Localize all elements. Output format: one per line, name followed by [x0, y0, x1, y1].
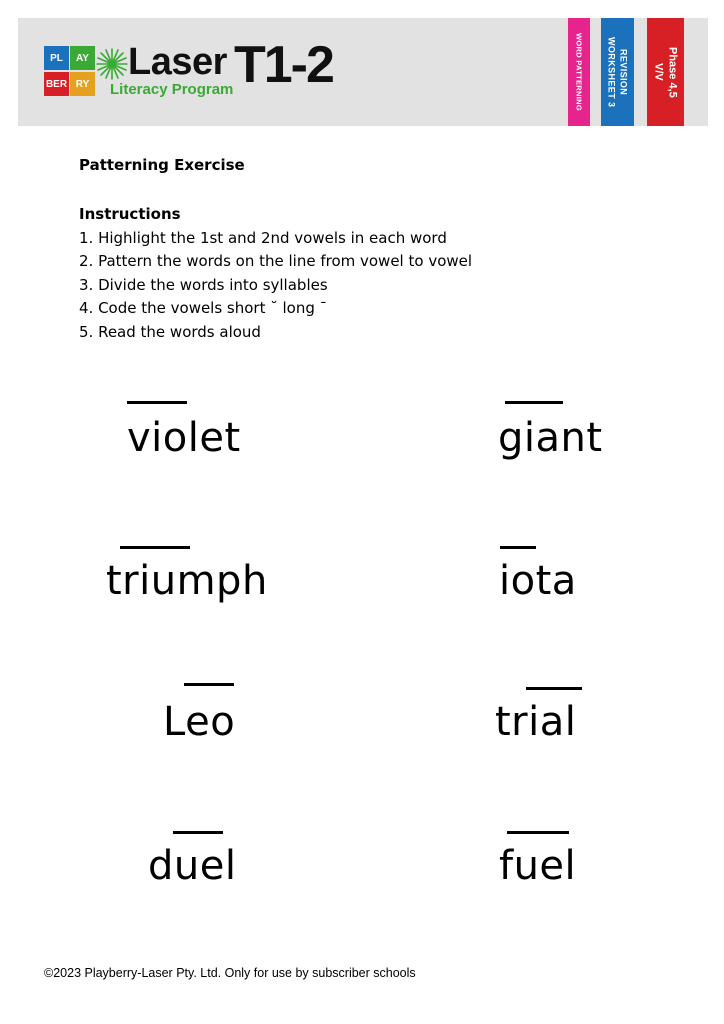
brand-name: Laser	[128, 41, 227, 83]
tag-label: REVISION WORKSHEET 3	[606, 36, 629, 108]
puzzle-piece: PL	[44, 46, 69, 70]
puzzle-piece: AY	[70, 46, 95, 70]
instruction-item: 4. Code the vowels short ˘ long ¯	[79, 299, 328, 317]
worksheet-header	[18, 18, 708, 126]
pattern-line	[127, 401, 187, 404]
laser-logo	[44, 36, 344, 106]
laser-starburst-icon	[96, 48, 128, 80]
instructions	[79, 203, 472, 344]
tag-revision-worksheet	[601, 18, 634, 126]
exercise-title: Patterning Exercise	[79, 156, 245, 174]
pattern-line	[526, 687, 582, 690]
tag-phase	[647, 18, 684, 126]
brand-tagline: Literacy Program	[110, 81, 234, 98]
tag-word-patterning	[568, 18, 590, 126]
puzzle-piece: BER	[44, 72, 69, 96]
word-trial: trial	[495, 699, 577, 745]
word-duel: duel	[148, 843, 237, 889]
pattern-line	[500, 546, 536, 549]
pattern-line	[505, 401, 563, 404]
word-triumph: triumph	[106, 558, 268, 604]
copyright-footer: ©2023 Playberry-Laser Pty. Ltd. Only for use by subscriber schools	[44, 966, 416, 980]
instruction-item: 3. Divide the words into syllables	[79, 275, 328, 294]
word-fuel: fuel	[499, 843, 577, 889]
pattern-line	[184, 683, 234, 686]
instruction-item: 1. Highlight the 1st and 2nd vowels in each word	[79, 228, 447, 247]
brand-level: T1-2	[234, 36, 333, 94]
pattern-line	[507, 831, 569, 834]
tag-label: Phase 4,5 V/V	[652, 46, 679, 98]
instruction-item: 5. Read the words aloud	[79, 322, 261, 341]
pattern-line	[173, 831, 223, 834]
word-leo: Leo	[163, 699, 236, 745]
tag-label: WORD PATTERNING	[574, 33, 584, 111]
word-giant: giant	[498, 415, 603, 461]
playberry-puzzle-logo	[44, 46, 96, 96]
word-violet: violet	[127, 415, 241, 461]
instructions-heading: Instructions	[79, 205, 181, 223]
word-iota: iota	[499, 558, 577, 604]
puzzle-piece: RY	[70, 72, 95, 96]
instruction-item: 2. Pattern the words on the line from vowel to vowel	[79, 252, 473, 270]
pattern-line	[120, 546, 190, 549]
